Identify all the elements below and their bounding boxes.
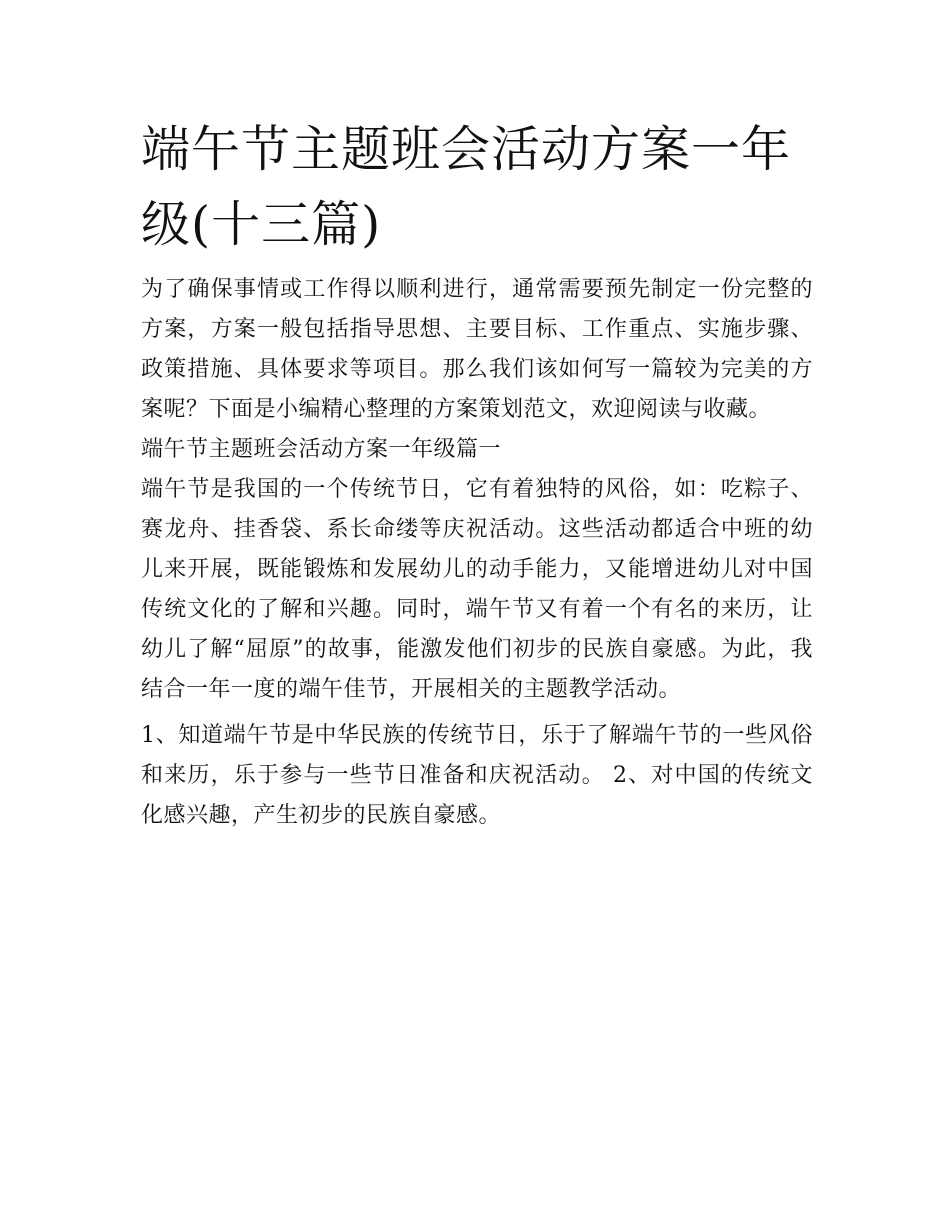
document-title: 端午节主题班会活动方案一年级(十三篇) [141, 121, 792, 253]
document-page [141, 112, 813, 836]
section-heading: 端午节主题班会活动方案一年级篇一 [141, 437, 502, 462]
goals-paragraph: 1、知道端午节是中华民族的传统节日，乐于了解端午节的一些风俗和来历，乐于参与一些节日准备和庆祝活动。 2、对中国的传统文化感兴趣，产生初步的民族自豪感。 [141, 723, 813, 828]
intro-paragraph: 为了确保事情或工作得以顺利进行，通常需要预先制定一份完整的方案，方案一般包括指导思想、主要目标、工作重点、实施步骤、政策措施、具体要求等项目。那么我们该如何写一篇较为完美的方案呢？下面是小编精心整理的方案策划范文，欢迎阅读与收藏。 [141, 277, 813, 422]
background-paragraph: 端午节是我国的一个传统节日，它有着独特的风俗，如：吃粽子、赛龙舟、挂香袋、系长命缕等庆祝活动。这些活动都适合中班的幼儿来开展，既能锻炼和发展幼儿的动手能力，又能增进幼儿对中国传统文化的了解和兴趣。同时，端午节又有着一个有名的来历，让幼儿了解“屈原”的故事，能激发他们初步的民族自豪感。为此，我结合一年一度的端午佳节，开展相关的主题教学活动。 [141, 477, 813, 702]
